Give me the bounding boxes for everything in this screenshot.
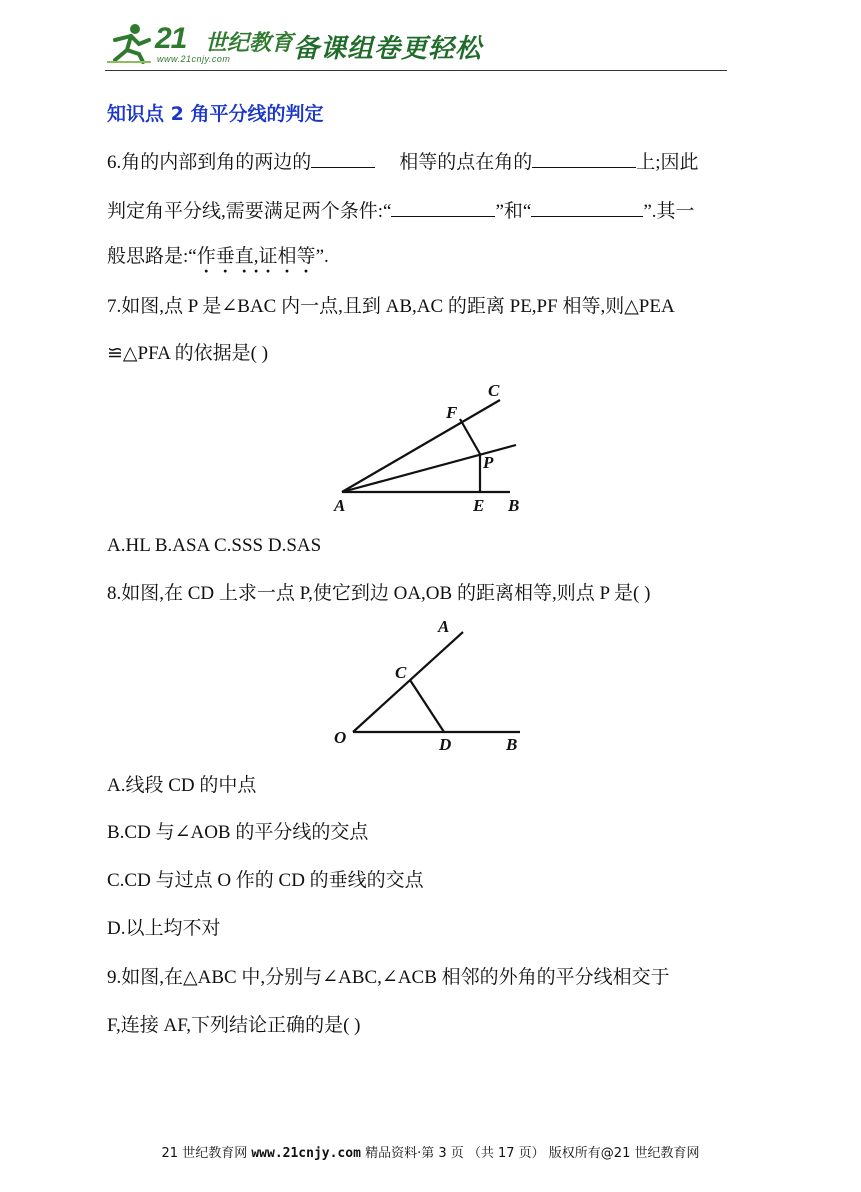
q6-text: ”和“ [495, 201, 532, 222]
q6-text: ”.其一 [643, 201, 695, 222]
q9-line-1: 9.如图,在△ABC 中,分别与∠ABC,∠ACB 相邻的外角的平分线相交于 [107, 967, 670, 988]
q6-blank-1[interactable] [311, 149, 375, 168]
emphasis-char: 等 [296, 246, 316, 267]
emphasis-char: , · [254, 246, 259, 267]
emphasis-char: 直 [234, 246, 254, 267]
emphasis-char: 相 [277, 246, 297, 267]
q7-options: A.HL B.ASA C.SSS D.SAS [107, 535, 322, 556]
emphasis-char: 垂 [215, 246, 235, 267]
label-C: C [488, 381, 500, 400]
q6-text: 般思路是:“ [107, 246, 197, 267]
label-B: B [506, 735, 518, 754]
emphasis-char: 证 [258, 246, 278, 267]
footer-site[interactable]: www.21cnjy.com [251, 1146, 361, 1161]
label-O: O [334, 728, 347, 747]
q8-option-c: C.CD 与过点 O 作的 CD 的垂线的交点 [107, 870, 424, 891]
q9-line-2: F,连接 AF,下列结论正确的是( ) [107, 1015, 361, 1036]
segment-PF [460, 419, 480, 454]
logo-url: www.21cnjy.com [157, 54, 231, 64]
footer-left: 21 世纪教育网 [161, 1146, 248, 1161]
logo-text: 世纪教育 [205, 31, 294, 56]
q7-figure [320, 375, 540, 520]
page-footer [0, 1142, 861, 1161]
q6-text: 6.角的内部到角的两边的 [107, 152, 312, 173]
q8-line-1: 8.如图,在 CD 上求一点 P,使它到边 OA,OB 的距离相等,则点 P 是( ) [107, 583, 651, 604]
emphasis-char: 作 [196, 246, 216, 267]
q8-option-d: D.以上均不对 [107, 918, 221, 939]
ray-OA [353, 632, 463, 732]
q6-line-2 [107, 198, 695, 224]
label-F: F [446, 403, 458, 422]
q7-line-1: 7.如图,点 P 是∠BAC 内一点,且到 AB,AC 的距离 PE,PF 相等,则△PEA [107, 296, 675, 317]
q6-text: 相等的点在角的 [399, 152, 533, 173]
runner-logo-icon [105, 22, 155, 64]
q6-blank-3[interactable] [391, 198, 495, 217]
segment-CD [410, 680, 444, 732]
logo-number: 21 [155, 22, 187, 55]
q6-line-1 [107, 149, 699, 175]
q6-line-3 [107, 245, 329, 269]
q6-text: ”. [315, 246, 329, 267]
q6-text: 判定角平分线,需要满足两个条件:“ [107, 201, 392, 222]
section-title: 知识点 2 角平分线的判定 [107, 103, 324, 125]
label-A: A [438, 617, 450, 636]
q8-figure [330, 615, 530, 760]
label-E: E [473, 496, 485, 515]
footer-right: 精品资料·第 3 页 （共 17 页） 版权所有@21 世纪教育网 [365, 1146, 700, 1161]
label-A: A [334, 496, 346, 515]
label-P: P [483, 453, 494, 472]
q6-blank-4[interactable] [531, 198, 643, 217]
header-slogan: 备课组卷更轻松 [293, 34, 483, 64]
label-D: D [439, 735, 452, 754]
q6-text: 上;因此 [636, 152, 699, 173]
q8-option-b: B.CD 与∠AOB 的平分线的交点 [107, 822, 369, 843]
header-divider [105, 70, 727, 71]
q6-blank-2[interactable] [532, 149, 636, 168]
q7-line-2: ≌△PFA 的依据是( ) [107, 343, 269, 364]
q8-option-a: A.线段 CD 的中点 [107, 775, 257, 796]
label-C: C [395, 663, 407, 682]
label-B: B [508, 496, 520, 515]
page-header [105, 22, 727, 72]
